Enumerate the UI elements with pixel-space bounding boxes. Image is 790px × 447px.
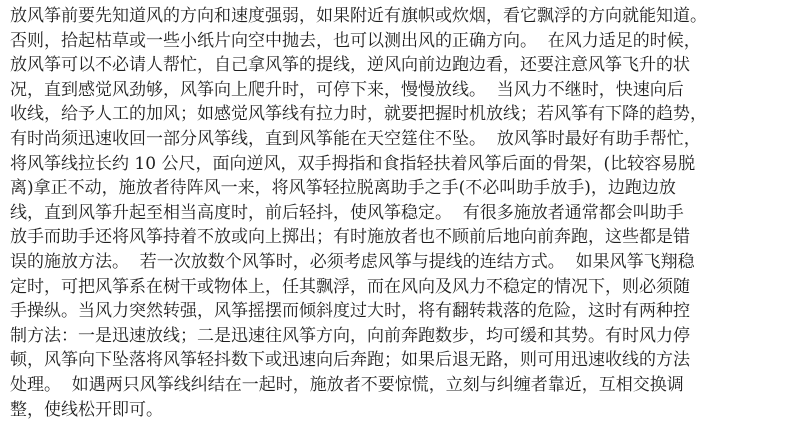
text-line: 整，使线松开即可。 [10,399,163,420]
text-line: 顿，风筝向下坠落将风筝轻抖数下或迅速向后奔跑；如果后退无路，则可用迅速收线的方法 [10,350,690,371]
text-line: 定时，可把风筝系在树干或物体上，任其飘浮，而在风向及风力不稳定的情况下，则必须随 [10,276,690,297]
text-line: 放风筝可以不必请人帮忙，自己拿风筝的提线，逆风向前边跑边看，还要注意风筝飞升的状 [10,55,690,76]
text-line: 放风筝前要先知道风的方向和速度强弱，如果附近有旗帜或炊烟，看它飘浮的方向就能知道。 [10,6,707,26]
text-line: 收线，给予人工的加风；如感觉风筝线有拉力时，就要把握时机放线；若风筝有下降的趋势， [10,104,707,125]
text-line: 将风筝线拉长约 10 公尺，面向逆风，双手拇指和食指轻扶着风筝后面的骨架，(比较容易脱 [10,153,696,174]
text-line: 放手而助手还将风筝持着不放或向上掷出；有时施放者也不顾前后地向前奔跑，这些都是错 [10,227,690,248]
text-line: 处理。 如遇两只风筝线纠结在一起时，施放者不要惊慌，立刻与纠缠者靠近，互相交换调 [10,374,684,395]
text-line: 误的施放方法。 若一次放数个风筝时，必须考虑风筝与提线的连结方式。 如果风筝飞翔稳 [10,251,695,272]
text-line: 否则，拾起枯草或一些小纸片向空中抛去，也可以测出风的正确方向。 在风力适足的时候， [10,30,701,51]
text-line: 制方法：一是迅速放线；二是迅速往风筝方向，向前奔跑数步，均可缓和其势。有时风力停 [10,325,690,346]
text-line: 离)拿正不动，施放者待阵风一来，将风筝轻拉脱离助手之手(不必叫助手放手)，边跑边放 [10,178,676,199]
text-line: 线，直到风筝升起至相当高度时，前后轻抖，使风筝稳定。 有很多施放者通常都会叫助手 [10,202,684,223]
text-line: 况，直到感觉风劲够，风筝向上爬升时，可停下来，慢慢放线。 当风力不继时，快速向后 [10,79,684,100]
text-line: 手操纵。当风力突然转强，风筝摇摆而倾斜度过大时，将有翻转栽落的危险，这时有两种控 [10,301,690,322]
text-line: 有时尚须迅速收回一部分风筝线，直到风筝能在天空筳住不坠。 放风筝时最好有助手帮忙， [10,128,701,149]
document-body [10,4,780,422]
